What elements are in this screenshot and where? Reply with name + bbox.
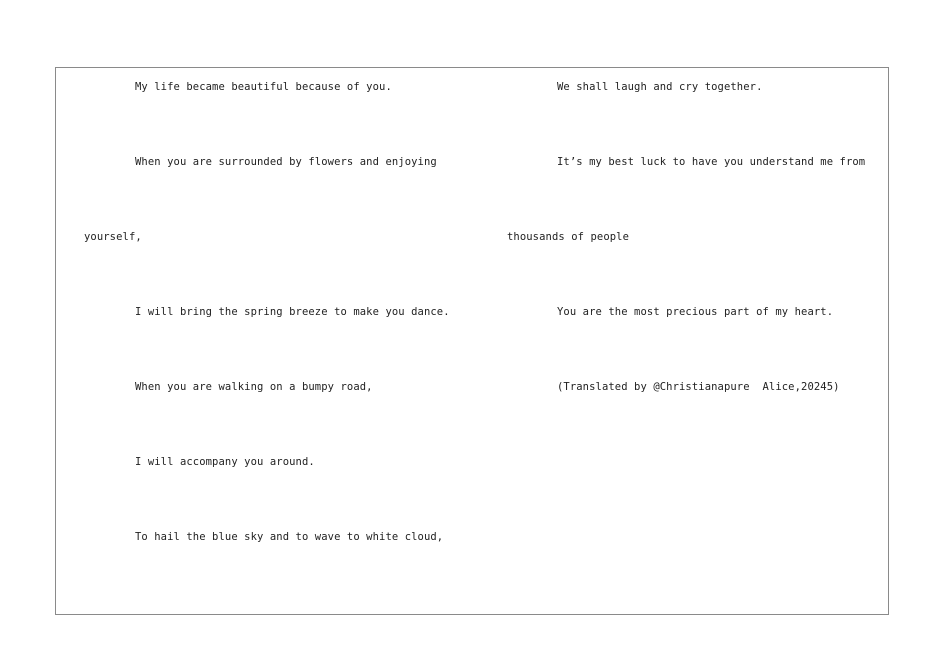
poem-line: You are the most precious part of my heart. xyxy=(557,306,834,318)
poem-line: To hail the blue sky and to wave to white cloud, xyxy=(135,531,444,543)
poem-line: thousands of people xyxy=(507,231,630,243)
poem-line: We shall laugh and cry together. xyxy=(557,81,763,93)
poem-line: When you are surrounded by flowers and enjoying xyxy=(135,156,437,168)
poem-line: I will accompany you around. xyxy=(135,456,315,468)
poem-line: When you are walking on a bumpy road, xyxy=(135,381,373,393)
poem-line: yourself, xyxy=(84,231,142,243)
poem-line: I will bring the spring breeze to make you dance. xyxy=(135,306,450,318)
poem-line: My life became beautiful because of you. xyxy=(135,81,392,93)
poem-line: It’s my best luck to have you understand me from xyxy=(557,156,866,168)
translation-credit: (Translated by @Christianapure Alice,20245) xyxy=(557,381,840,393)
